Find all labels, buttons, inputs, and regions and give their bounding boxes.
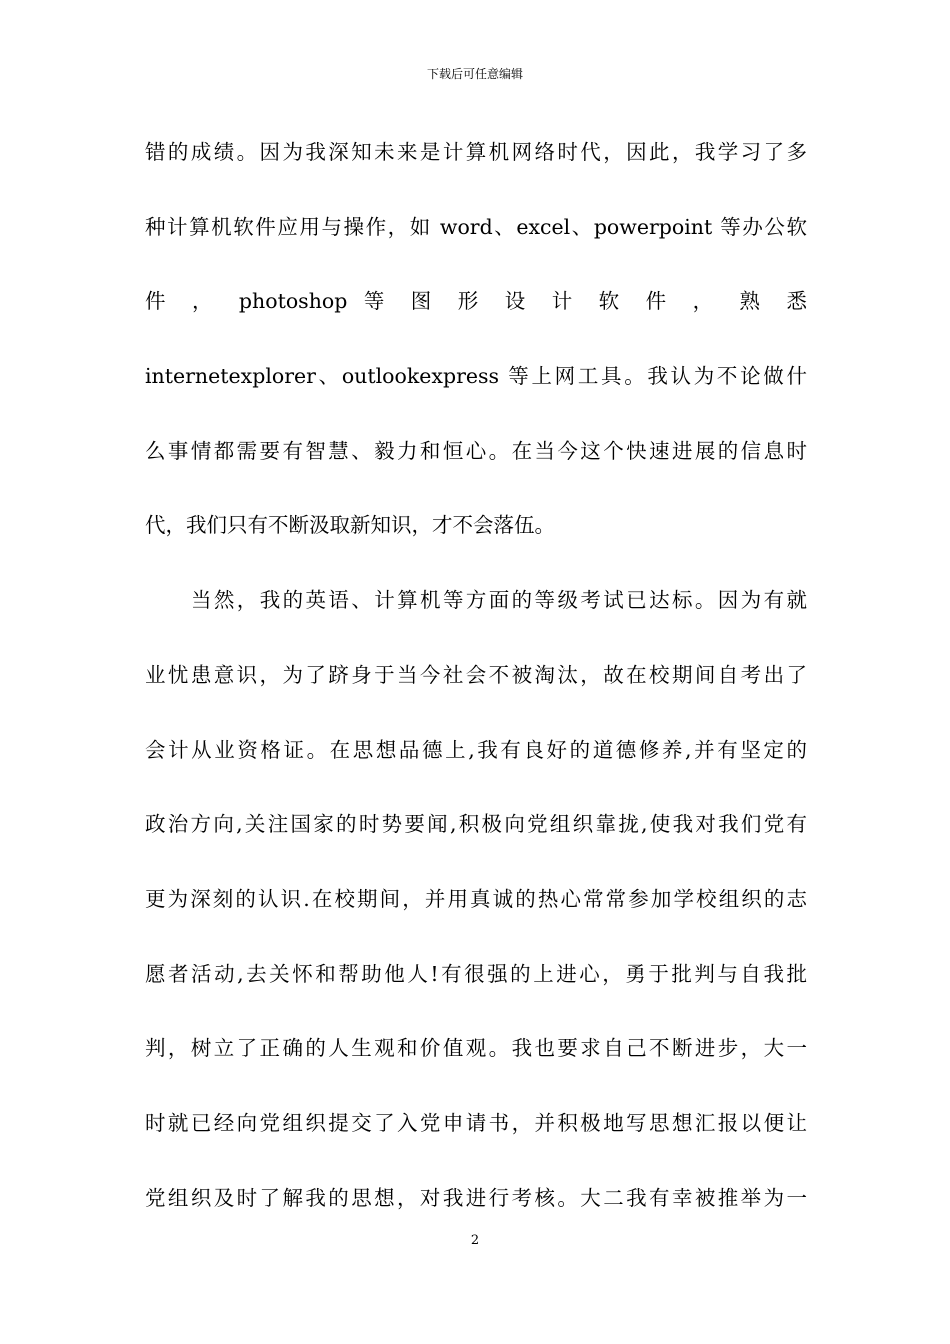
text-line: 判，树立了正确的人生观和价值观。我也要求自己不断进步，大一 bbox=[145, 1036, 807, 1061]
body-text bbox=[145, 134, 807, 1254]
text-line: 当然，我的英语、计算机等方面的等级考试已达标。因为有就 bbox=[191, 588, 807, 613]
text-line: 政治方向,关注国家的时势要闻,积极向党组织靠拢,使我对我们党有 bbox=[145, 812, 807, 837]
text-line: 党组织及时了解我的思想，对我进行考核。大二我有幸被推举为一 bbox=[145, 1185, 807, 1210]
text-line: 愿者活动,去关怀和帮助他人!有很强的上进心，勇于批判与自我批 bbox=[145, 961, 807, 986]
text-line: 件 ， photoshop 等 图 形 设 计 软 件 ， 熟 悉 bbox=[145, 289, 807, 314]
text-line: 更为深刻的认识.在校期间，并用真诚的热心常常参加学校组织的志 bbox=[145, 886, 807, 911]
text-line: 么事情都需要有智慧、毅力和恒心。在当今这个快速进展的信息时 bbox=[145, 438, 807, 463]
text-line: 错的成绩。因为我深知未来是计算机网络时代，因此，我学习了多 bbox=[145, 140, 807, 164]
text-line: 种计算机软件应用与操作，如 word、excel、powerpoint 等办公软 bbox=[145, 214, 807, 239]
page-number: 2 bbox=[470, 1233, 480, 1248]
text-line: internetexplorer、outlookexpress 等上网工具。我认为不论做什 bbox=[145, 364, 807, 389]
text-line: 会计从业资格证。在思想品德上,我有良好的道德修养,并有坚定的 bbox=[145, 737, 807, 762]
text-line: 时就已经向党组织提交了入党申请书，并积极地写思想汇报以便让 bbox=[145, 1110, 807, 1135]
page-header: 下载后可任意编辑 bbox=[426, 67, 523, 81]
text-line: 代，我们只有不断汲取新知识，才不会落伍。 bbox=[145, 513, 555, 538]
text-line: 业忧患意识，为了跻身于当今社会不被淘汰，故在校期间自考出了 bbox=[145, 662, 807, 687]
